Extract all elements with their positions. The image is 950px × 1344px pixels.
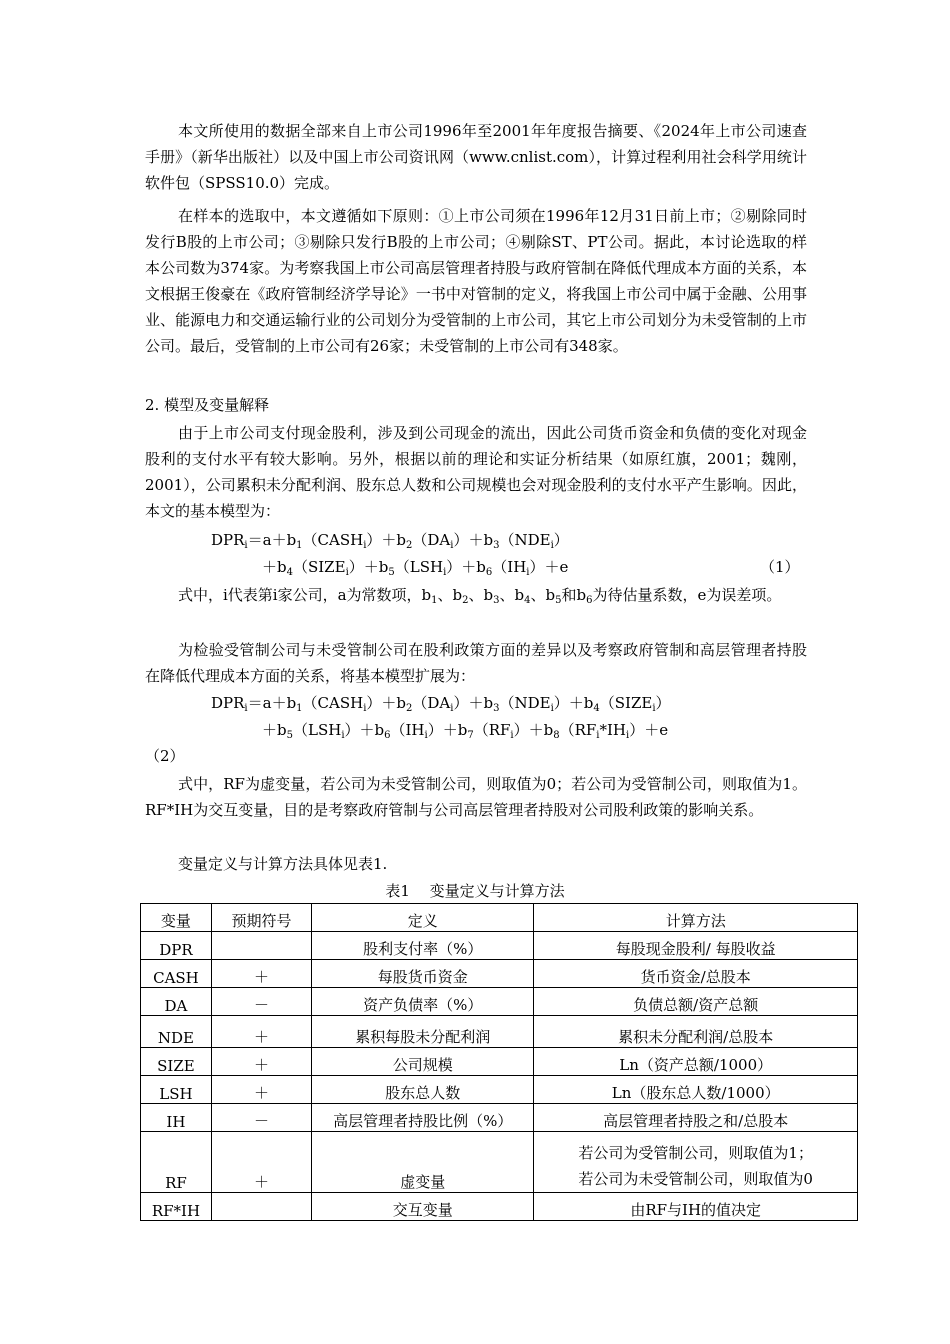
- cell-sign: ＋: [211, 1016, 311, 1048]
- eq1-explanation-text-a: 式中，i代表第i家公司，a为常数项，b: [178, 586, 432, 604]
- cell-definition: 资产负债率（%）: [312, 988, 534, 1016]
- cell-definition: 累积每股未分配利润: [312, 1016, 534, 1048]
- header-variable: 变量: [141, 904, 212, 932]
- cell-definition: 股东总人数: [312, 1076, 534, 1104]
- cell-sign: ＋: [211, 1048, 311, 1076]
- table-row: [141, 988, 858, 1016]
- cell-variable: CASH: [141, 960, 212, 988]
- cell-sign: [211, 932, 311, 960]
- cell-definition: 每股货币资金: [312, 960, 534, 988]
- table-row: [141, 1104, 858, 1132]
- header-definition: 定义: [312, 904, 534, 932]
- cell-sign: ＋: [211, 960, 311, 988]
- table-row-rfih: [141, 1193, 858, 1221]
- cell-sign: ＋: [211, 1076, 311, 1104]
- cell-method: 由RF与IH的值决定: [534, 1193, 858, 1221]
- paragraph-data-sources: 本文所使用的数据全部来自上市公司1996年至2001年年度报告摘要、《2024年上市公司速查手册》（新华出版社）以及中国上市公司资讯网（www.cnlist.com），计算过程利用社会科学用统计软件包（SPSS10.0）完成。: [145, 122, 807, 192]
- equation-2-number: （2）: [145, 747, 185, 765]
- table-row: [141, 1016, 858, 1048]
- table-header-row: [141, 904, 858, 932]
- cell-sign: －: [211, 988, 311, 1016]
- header-expected-sign: 预期符号: [211, 904, 311, 932]
- cell-sign: [211, 1193, 311, 1221]
- cell-method: 负债总额/资产总额: [534, 988, 858, 1016]
- table-row: [141, 1076, 858, 1104]
- paragraph-eq1-explanation: 式中，i代表第i家公司，a为常数项，$b_1$、$b_2$、$b_3$、$b_4$、$b_5$和$b_6$为待估量系数，e为误差项。: [178, 586, 782, 606]
- paragraph-extended-model-intro: 为检验受管制公司与未受管制公司在股利政策方面的差异以及考察政府管制和高层管理者持股在降低代理成本方面的关系，将基本模型扩展为：: [145, 641, 807, 685]
- cell-sign: ＋: [211, 1132, 311, 1193]
- rf-method-line-1: 若公司为受管制公司，则取值为1；: [578, 1144, 813, 1162]
- cell-sign: －: [211, 1104, 311, 1132]
- equation-2-line-1: $DPR_i=a+b_1(CASH_i)+b_2(DA_i)+b_3(NDE_i)+b_4(SIZE_i)$: [211, 694, 671, 714]
- cell-method: 高层管理者持股之和/总股本: [534, 1104, 858, 1132]
- cell-method: 每股现金股利/ 每股收益: [534, 932, 858, 960]
- cell-variable: RF*IH: [141, 1193, 212, 1221]
- cell-definition: 股利支付率（%）: [312, 932, 534, 960]
- variable-definition-table: [140, 903, 858, 1221]
- table-row: [141, 932, 858, 960]
- eq1-explanation-text-b: 为待估量系数，e为误差项。: [592, 586, 782, 604]
- section-heading-model: 2. 模型及变量解释: [145, 396, 270, 414]
- cell-definition: 公司规模: [312, 1048, 534, 1076]
- cell-method: 货币资金/总股本: [534, 960, 858, 988]
- paragraph-model-intro: 由于上市公司支付现金股利，涉及到公司现金的流出，因此公司货币资金和负债的变化对现金股利的支付水平有较大影响。另外，根据以前的理论和实证分析结果（如原红旗，2001；魏刚，2001），公司累积未分配利润、股东总人数和公司规模也会对现金股利的支付水平产生影响。因此，本文的基本模型为：: [145, 424, 807, 520]
- table-row-rf: [141, 1132, 858, 1193]
- equation-1-line-1: $DPR_i=a+b_1(CASH_i)+b_2(DA_i)+b_3(NDE_i)$: [211, 531, 569, 551]
- cell-definition: 虚变量: [312, 1132, 534, 1193]
- rf-method-line-2: 若公司为未受管制公司，则取值为0: [578, 1170, 813, 1188]
- cell-definition: 高层管理者持股比例（%）: [312, 1104, 534, 1132]
- cell-variable: IH: [141, 1104, 212, 1132]
- cell-variable: SIZE: [141, 1048, 212, 1076]
- header-method: 计算方法: [534, 904, 858, 932]
- equation-1-number: （1）: [760, 558, 800, 576]
- paragraph-dummy-variable: 式中，RF为虚变量，若公司为未受管制公司，则取值为0；若公司为受管制公司，则取值为1。RF*IH为交互变量，目的是考察政府管制与公司高层管理者持股对公司股利政策的影响关系。: [145, 775, 807, 819]
- paragraph-table-reference: 变量定义与计算方法具体见表1.: [178, 855, 388, 873]
- cell-method: 累积未分配利润/总股本: [534, 1016, 858, 1048]
- table-caption: 表1 变量定义与计算方法: [385, 882, 565, 900]
- cell-definition: 交互变量: [312, 1193, 534, 1221]
- cell-variable: NDE: [141, 1016, 212, 1048]
- table-row: [141, 1048, 858, 1076]
- equation-2-line-2: $+b_5(LSH_i)+b_6(IH_i)+b_7(RF_i)+b_8(RF_i*IH_i)+e$: [262, 721, 669, 741]
- cell-variable: LSH: [141, 1076, 212, 1104]
- cell-method: [534, 1132, 858, 1193]
- cell-method: Ln（股东总人数/1000）: [534, 1076, 858, 1104]
- cell-variable: DA: [141, 988, 212, 1016]
- equation-1-line-2: $+b_4(SIZE_i)+b_5(LSH_i)+b_6(IH_i)+e$: [262, 558, 569, 578]
- cell-variable: DPR: [141, 932, 212, 960]
- table-row: [141, 960, 858, 988]
- cell-method: Ln（资产总额/1000）: [534, 1048, 858, 1076]
- cell-variable: RF: [141, 1132, 212, 1193]
- paragraph-sample-selection: 在样本的选取中，本文遵循如下原则：①上市公司须在1996年12月31日前上市；②剔除同时发行B股的上市公司；③剔除只发行B股的上市公司；④剔除ST、PT公司。据此，本讨论选取的样本公司数为374家。为考察我国上市公司高层管理者持股与政府管制在降低代理成本方面的关系，本文根据王俊豪在《政府管制经济学导论》一书中对管制的定义，将我国上市公司中属于金融、公用事业、能源电力和交通运输行业的公司划分为受管制的上市公司，其它上市公司划分为未受管制的上市公司。最后，受管制的上市公司有26家；未受管制的上市公司有348家。: [145, 207, 807, 355]
